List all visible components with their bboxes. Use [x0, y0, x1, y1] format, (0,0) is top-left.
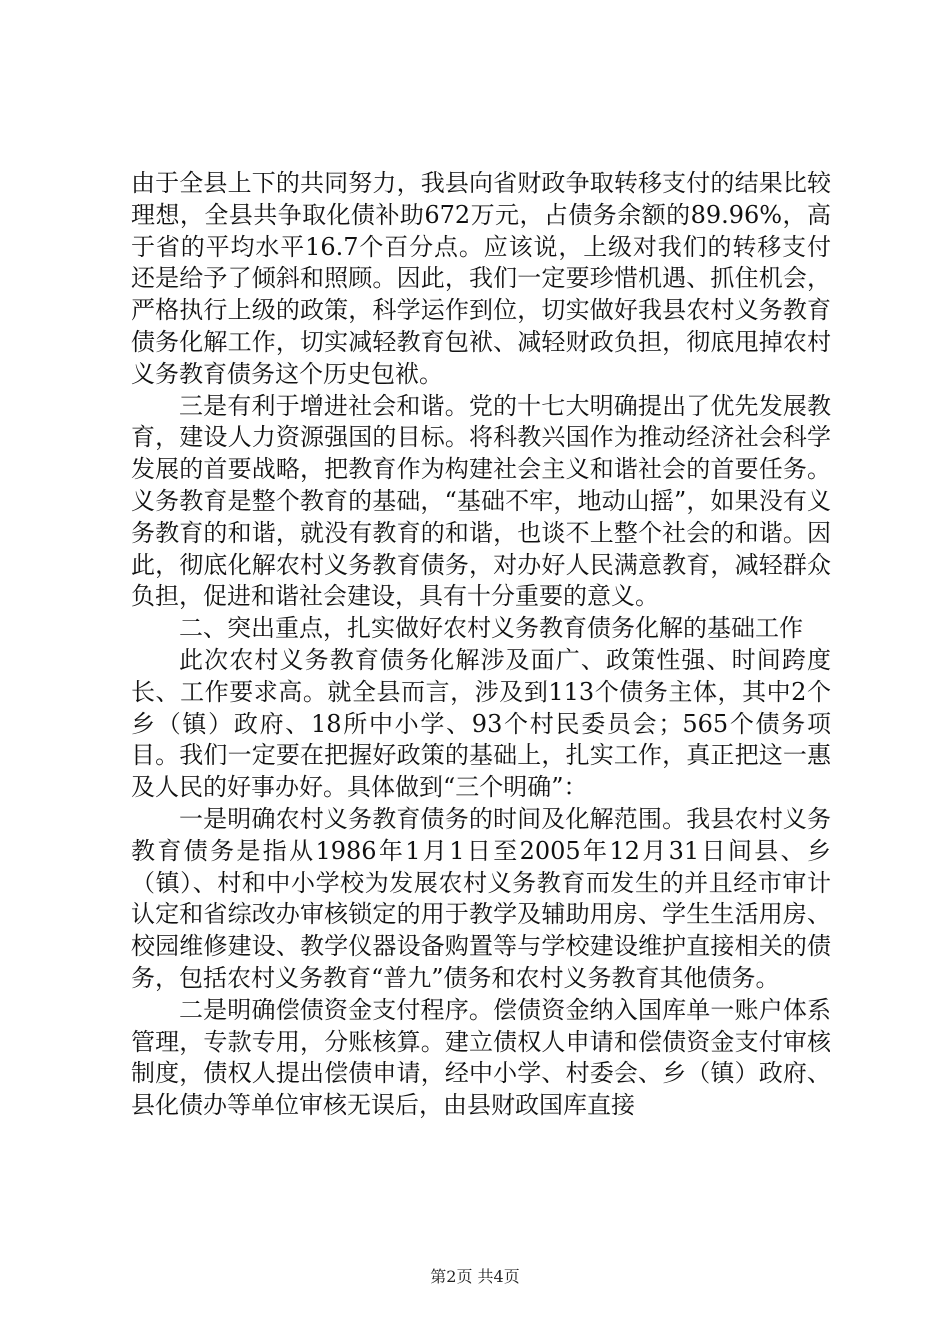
page-number-footer: 第2页 共4页: [430, 1267, 520, 1286]
paragraph-4: 一是明确农村义务教育债务的时间及化解范围。我县农村义务教育债务是指从1986年1月1日至2005年12月31日间县、乡（镇）、村和中小学校为发展农村义务教育而发生的并且经市审计认定和省综改办审核锁定的用于教学及辅助用房、学生生活用房、校园维修建设、教学仪器设备购置等与学校建设维护直接相关的债务，包括农村义务教育“普九”债务和农村义务教育其他债务。: [131, 804, 831, 992]
paragraph-5: 二是明确偿债资金支付程序。偿债资金纳入国库单一账户体系管理，专款专用，分账核算。建立债权人申请和偿债资金支付审核制度，债权人提出偿债申请，经中小学、村委会、乡（镇）政府、县化债办等单位审核无误后，由县财政国库直接: [131, 995, 831, 1120]
paragraph-2: 三是有利于增进社会和谐。党的十七大明确提出了优先发展教育，建设人力资源强国的目标。将科教兴国作为推动经济社会科学发展的首要战略，把教育作为构建社会主义和谐社会的首要任务。义务教育是整个教育的基础，“基础不牢，地动山摇”，如果没有义务教育的和谐，就没有教育的和谐，也谈不上整个社会的和谐。因此，彻底化解农村义务教育债务，对办好人民满意教育，减轻群众负担，促进和谐社会建设，具有十分重要的意义。: [131, 391, 831, 611]
document-body: [131, 168, 831, 1122]
section-heading: 二、突出重点，扎实做好农村义务教育债务化解的基础工作: [179, 614, 803, 643]
paragraph-3: 此次农村义务教育债务化解涉及面广、政策性强、时间跨度长、工作要求高。就全县而言，涉及到113个债务主体，其中2个乡（镇）政府、18所中小学、93个村民委员会；565个债务项目。我们一定要在把握好政策的基础上，扎实工作，真正把这一惠及人民的好事办好。具体做到“三个明确”：: [131, 645, 831, 802]
paragraph-1: 由于全县上下的共同努力，我县向省财政争取转移支付的结果比较理想，全县共争取化债补助672万元，占债务余额的89.96%，高于省的平均水平16.7个百分点。应该说，上级对我们的转移支付还是给予了倾斜和照顾。因此，我们一定要珍惜机遇、抓住机会，严格执行上级的政策，科学运作到位，切实做好我县农村义务教育债务化解工作，切实减轻教育包袱、减轻财政负担，彻底甩掉农村义务教育债务这个历史包袱。: [131, 169, 831, 388]
